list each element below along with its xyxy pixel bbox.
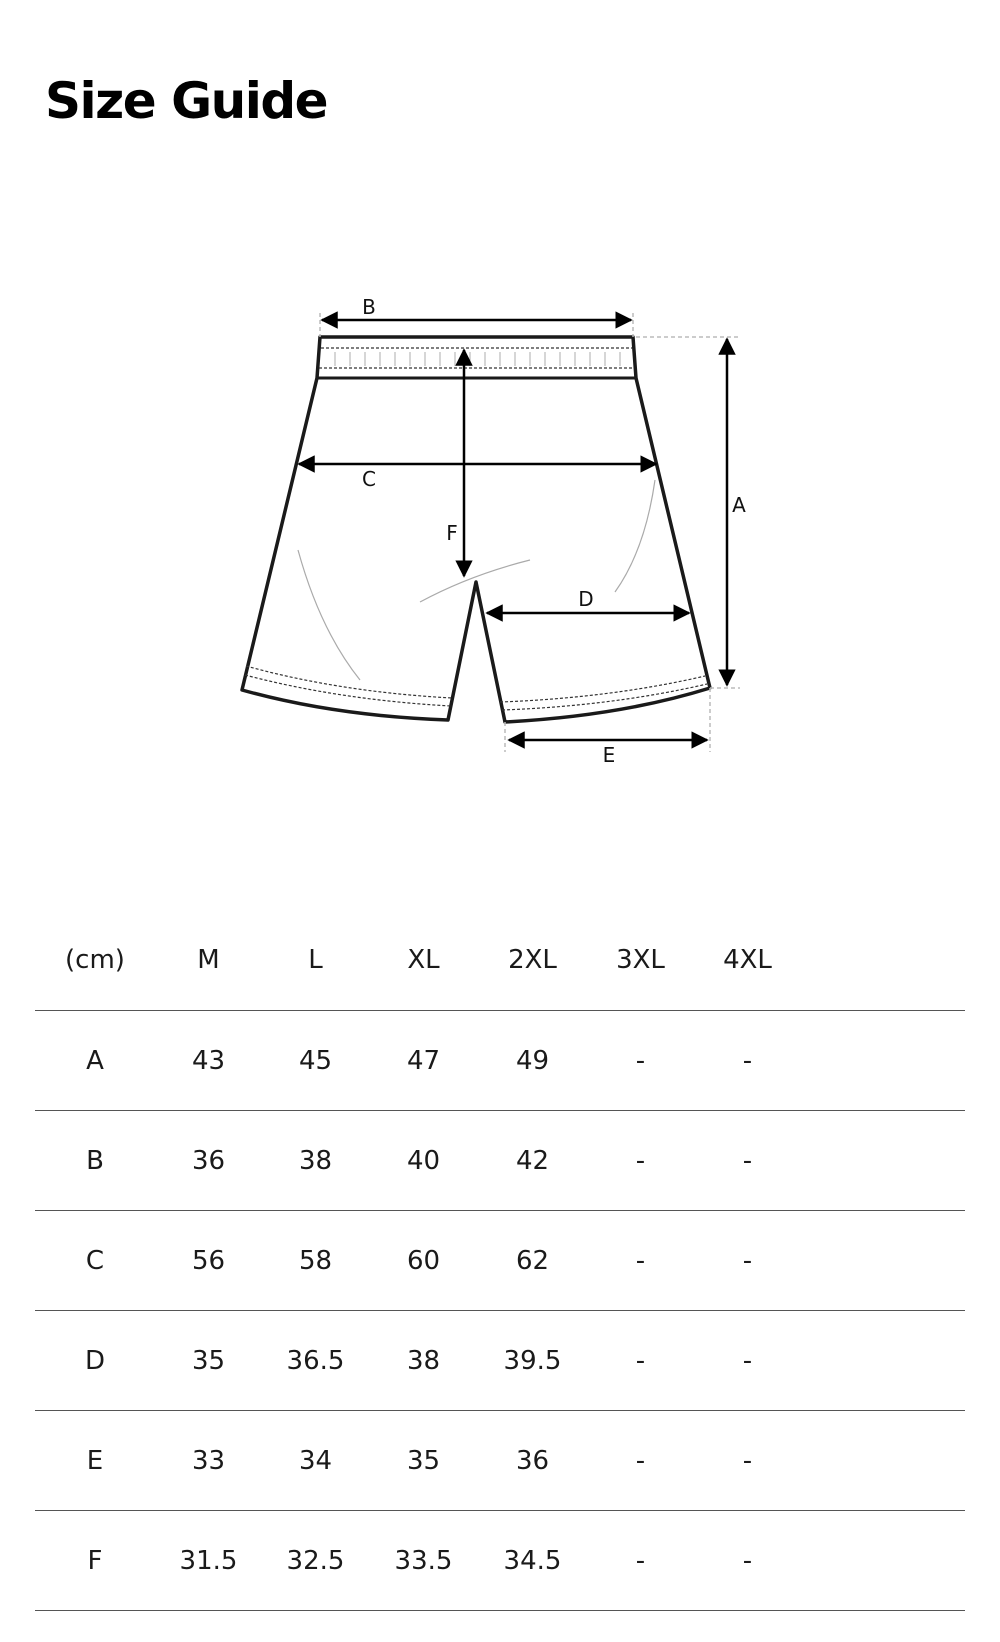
- table-cell: 35: [155, 1311, 262, 1411]
- row-label: C: [35, 1211, 155, 1311]
- dimension-d-label: D: [578, 587, 594, 611]
- table-row: [35, 1411, 965, 1511]
- unit-label: (cm): [65, 945, 125, 975]
- table-cell: 36: [155, 1111, 262, 1211]
- table-cell: 56: [155, 1211, 262, 1311]
- empty-cell: [801, 1211, 965, 1311]
- table-cell: -: [587, 1511, 694, 1611]
- table-cell: -: [587, 1311, 694, 1411]
- column-header: 2XL: [508, 945, 557, 975]
- dimension-b-label: B: [362, 295, 376, 319]
- table-cell: -: [694, 1511, 801, 1611]
- dimension-a-label: A: [732, 493, 746, 517]
- table-cell: 49: [478, 1011, 587, 1111]
- table-cell: 33.5: [369, 1511, 478, 1611]
- row-label: D: [35, 1311, 155, 1411]
- shorts-measurement-diagram: [0, 0, 1000, 800]
- table-cell: 36.5: [262, 1311, 369, 1411]
- table-row: [35, 1511, 965, 1611]
- empty-cell: [801, 1511, 965, 1611]
- table-cell: -: [694, 1011, 801, 1111]
- table-cell: -: [694, 1111, 801, 1211]
- table-cell: 42: [478, 1111, 587, 1211]
- page-title: Size Guide: [45, 72, 328, 130]
- shorts-outline: [242, 337, 710, 722]
- table-row: [35, 1111, 965, 1211]
- table-row: [35, 1311, 965, 1411]
- table-cell: 38: [369, 1311, 478, 1411]
- table-cell: -: [694, 1311, 801, 1411]
- table-cell: -: [587, 1211, 694, 1311]
- table-cell: 40: [369, 1111, 478, 1211]
- table-cell: 60: [369, 1211, 478, 1311]
- size-table: [35, 910, 965, 1611]
- row-label: E: [35, 1411, 155, 1511]
- table-cell: 35: [369, 1411, 478, 1511]
- table-cell: 32.5: [262, 1511, 369, 1611]
- table-cell: 34: [262, 1411, 369, 1511]
- column-header: L: [308, 945, 323, 975]
- table-row: [35, 1211, 965, 1311]
- row-label: B: [35, 1111, 155, 1211]
- table-cell: 36: [478, 1411, 587, 1511]
- table-cell: 39.5: [478, 1311, 587, 1411]
- fabric-folds: [298, 480, 655, 680]
- column-header: 4XL: [723, 945, 772, 975]
- empty-cell: [801, 1411, 965, 1511]
- column-header: M: [197, 945, 220, 975]
- table-cell: 58: [262, 1211, 369, 1311]
- table-cell: -: [587, 1411, 694, 1511]
- row-label: F: [35, 1511, 155, 1611]
- table-cell: -: [587, 1111, 694, 1211]
- table-cell: 47: [369, 1011, 478, 1111]
- table-cell: 33: [155, 1411, 262, 1511]
- table-cell: 45: [262, 1011, 369, 1111]
- table-cell: 34.5: [478, 1511, 587, 1611]
- table-header-row: [35, 910, 965, 1011]
- table-cell: -: [694, 1211, 801, 1311]
- table-cell: -: [694, 1411, 801, 1511]
- empty-header-cell: [801, 910, 965, 1011]
- table-cell: 62: [478, 1211, 587, 1311]
- dimension-e-label: E: [602, 743, 616, 767]
- right-hem-stitching: [500, 676, 707, 710]
- column-header: XL: [407, 945, 440, 975]
- waistband-stitching: [319, 348, 634, 368]
- table-row: [35, 1011, 965, 1111]
- waistband-gathers: [335, 352, 620, 366]
- table-cell: 31.5: [155, 1511, 262, 1611]
- column-header: 3XL: [616, 945, 665, 975]
- table-cell: 38: [262, 1111, 369, 1211]
- dimension-f-label: F: [446, 521, 458, 545]
- dimension-c-label: C: [362, 467, 376, 491]
- table-cell: 43: [155, 1011, 262, 1111]
- empty-cell: [801, 1311, 965, 1411]
- row-label: A: [35, 1011, 155, 1111]
- empty-cell: [801, 1111, 965, 1211]
- empty-cell: [801, 1011, 965, 1111]
- table-cell: -: [587, 1011, 694, 1111]
